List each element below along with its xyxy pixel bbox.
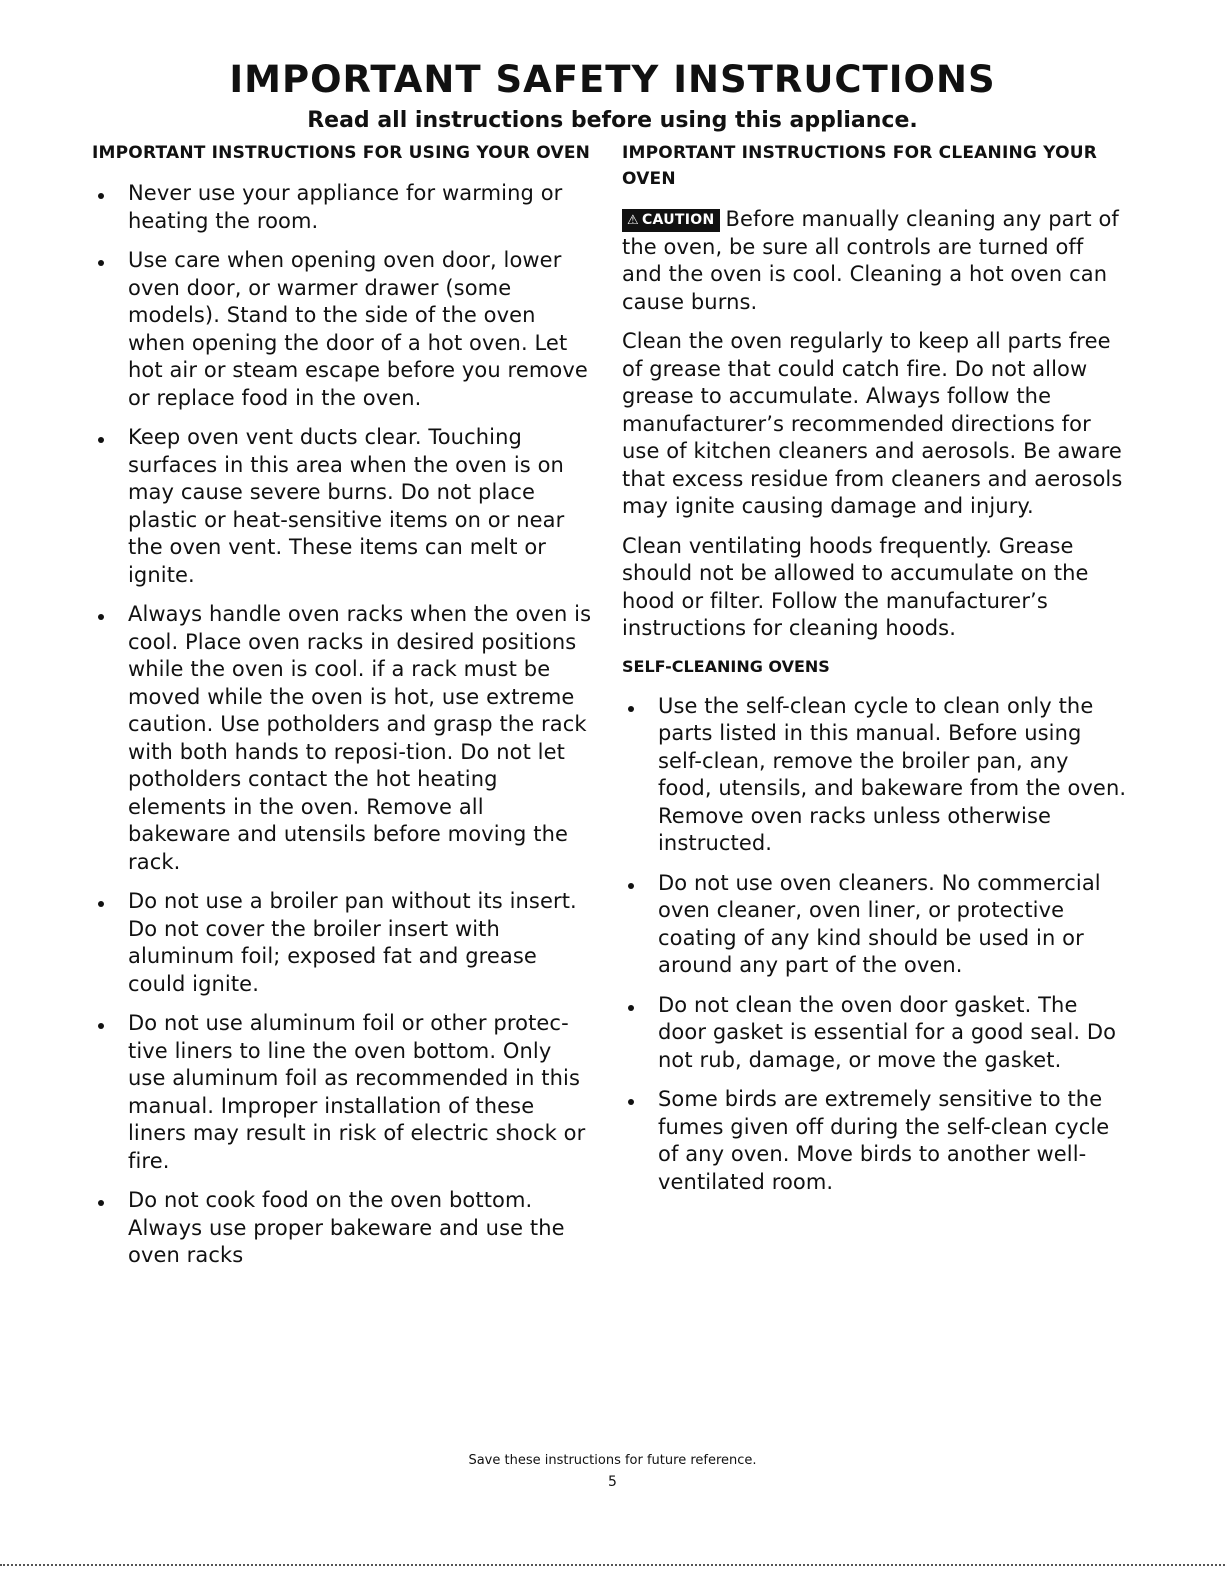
list-item-text: Keep oven vent ducts clear. Touching surfaces in this area when the oven is on may cause severe burns. Do not place plastic or heat-sensitive items on or near the oven vent. These items can melt or ignite.: [128, 425, 565, 587]
bullet-icon: [98, 260, 104, 266]
bullet-icon: [98, 437, 104, 443]
bullet-icon: [628, 706, 634, 712]
page-title: IMPORTANT SAFETY INSTRUCTIONS: [229, 58, 996, 101]
bullet-icon: [628, 1005, 634, 1011]
list-item-text: Use care when opening oven door, lower oven door, or warmer drawer (some models). Stand to the side of the oven when opening the door of a hot oven. Let hot air or steam escape before you remove or replace food in the oven.: [128, 248, 588, 410]
bullet-icon: [98, 614, 104, 620]
right-column: [622, 140, 1127, 1208]
bullet-icon: [628, 1099, 634, 1105]
bullet-icon: [98, 193, 104, 199]
list-item: [92, 1010, 592, 1175]
list-item-text: Do not use oven cleaners. No commercial oven cleaner, oven liner, or protective coating of any kind should be used in or around any part of the oven.: [658, 870, 1101, 977]
hoods-paragraph: Clean ventilating hoods frequently. Grease should not be allowed to accumulate on the hood or filter. Follow the manufacturer’s instructions for cleaning hoods.: [622, 533, 1089, 640]
caution-paragraph: [622, 206, 1127, 316]
bullet-icon: [98, 901, 104, 907]
list-item: [92, 247, 592, 412]
bullet-icon: [628, 883, 634, 889]
list-item: [622, 992, 1127, 1075]
bullet-icon: [98, 1023, 104, 1029]
list-item: [92, 601, 592, 876]
self-cleaning-list: [622, 693, 1127, 1197]
list-item-text: Never use your appliance for warming or heating the room.: [128, 181, 563, 233]
list-item: [92, 888, 592, 998]
list-item: [622, 1086, 1127, 1196]
list-item-text: Some birds are extremely sensitive to the fumes given off during the self-clean cycle of any oven. Move birds to another well-ventilated room.: [658, 1087, 1110, 1194]
caution-badge: [622, 209, 720, 232]
left-column: [92, 140, 592, 1282]
using-oven-heading: IMPORTANT INSTRUCTIONS FOR USING YOUR OVEN: [92, 143, 591, 163]
list-item-text: Do not use aluminum foil or other protec-tive liners to line the oven bottom. Only use aluminum foil as recommended in this manual. Improper installation of these liners may result in risk of electric shock or fire.: [128, 1011, 586, 1173]
list-item: [92, 424, 592, 589]
page-number: 5: [608, 1474, 617, 1490]
list-item-text: Do not cook food on the oven bottom. Always use proper bakeware and use the oven racks: [128, 1188, 565, 1267]
list-item: [92, 180, 592, 235]
list-item-text: Do not use a broiler pan without its insert. Do not cover the broiler insert with aluminum foil; exposed fat and grease could ignite.: [128, 889, 577, 996]
list-item: [92, 1187, 592, 1270]
bullet-icon: [98, 1200, 104, 1206]
bottom-divider: [0, 1564, 1225, 1566]
list-item-text: Always handle oven racks when the oven is cool. Place oven racks in desired positions while the oven is cool. if a rack must be moved while the oven is hot, use extreme caution. Use potholders and grasp the rack with both hands to reposi-tion. Do not let potholders contact the hot heating elements in the oven. Remove all bakeware and utensils before moving the rack.: [128, 602, 592, 874]
caution-text: Before manually cleaning any part of the oven, be sure all controls are turned off and the oven is cool. Cleaning a hot oven can cause burns.: [622, 207, 1119, 314]
cleaning-paragraph: Clean the oven regularly to keep all parts free of grease that could catch fire. Do not allow grease to accumulate. Always follow the manufacturer’s recommended directions for use of kitchen cleaners and aerosols. Be aware that excess residue from cleaners and aerosols may ignite causing damage and injury.: [622, 329, 1123, 518]
list-item-text: Do not clean the oven door gasket. The door gasket is essential for a good seal. Do not rub, damage, or move the gasket.: [658, 992, 1117, 1072]
footer-note: Save these instructions for future reference.: [468, 1453, 757, 1468]
list-item: [622, 693, 1127, 858]
caution-label: CAUTION: [641, 212, 715, 228]
using-oven-list: [92, 180, 592, 1270]
list-item-text: Use the self-clean cycle to clean only the parts listed in this manual. Before using self-clean, remove the broiler pan, any food, utensils, and bakeware from the oven. Remove oven racks unless otherwise instructed.: [658, 693, 1127, 855]
self-cleaning-heading: SELF-CLEANING OVENS: [622, 656, 830, 676]
warning-triangle-icon: ⚠: [627, 213, 639, 228]
cleaning-oven-heading: IMPORTANT INSTRUCTIONS FOR CLEANING YOUR OVEN: [622, 143, 1098, 189]
page-subtitle: Read all instructions before using this appliance.: [307, 108, 918, 133]
list-item: [622, 870, 1127, 980]
